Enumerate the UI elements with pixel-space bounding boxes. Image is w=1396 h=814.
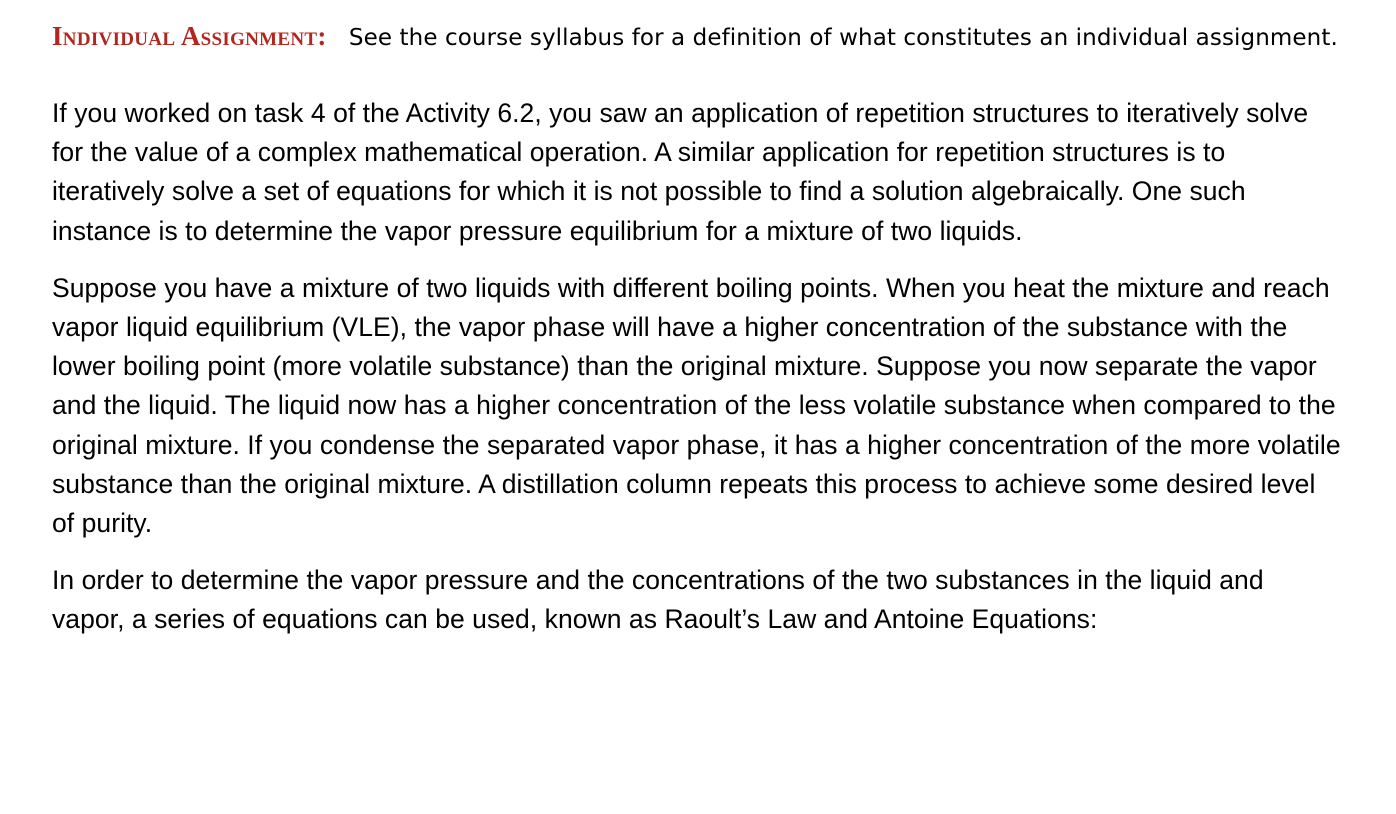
equations-intro-paragraph: In order to determine the vapor pressure and the concentrations of the two substances in the liquid and vapor, a series of equations can be used, known as Raoult’s Law and Antoine Equations: (52, 565, 1264, 635)
vle-explanation-paragraph: Suppose you have a mixture of two liquids with different boiling points. When you heat the mixture and reach vapor liquid equilibrium (VLE), the vapor phase will have a higher concentration of the substance with the lower boiling point (more volatile substance) than the original mixture. Suppose you now separate the vapor and the liquid. The liquid now has a higher concentration of the less volatile substance when compared to the original mixture. If you condense the separated vapor phase, it has a higher concentration of the more volatile substance than the original mixture. A distillation column repeats this process to achieve some desired level of purity. (52, 272, 1341, 539)
assignment-description: See the course syllabus for a definition of what constitutes an individual assignment. (348, 25, 1338, 51)
assignment-type-label: Individual Assignment: (52, 21, 327, 51)
assignment-heading (52, 18, 1342, 57)
document-page (52, 18, 1342, 640)
intro-paragraph: If you worked on task 4 of the Activity 6.2, you saw an application of repetition structures to iteratively solve for the value of a complex mathematical operation. A similar application for repetition structures is to iteratively solve a set of equations for which it is not possible to find a solution algebraically. One such instance is to determine the vapor pressure equilibrium for a mixture of two liquids. (52, 98, 1309, 246)
